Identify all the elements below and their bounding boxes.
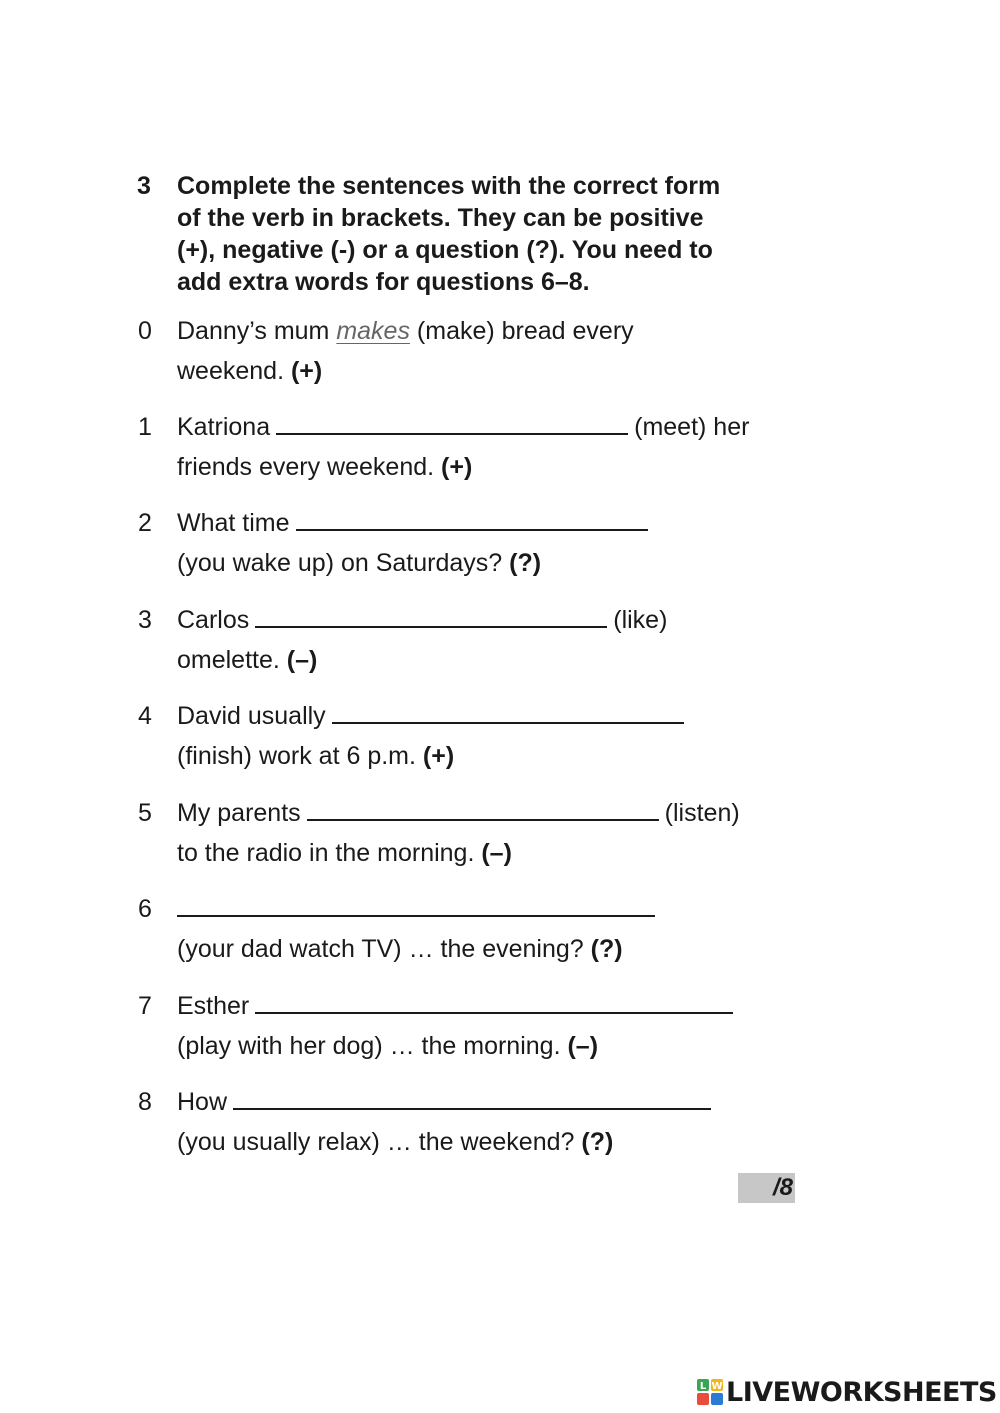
sentence-line-1: My parents (listen): [177, 799, 740, 827]
exercise-number: 3: [137, 172, 151, 200]
item-number: 0: [138, 317, 152, 345]
sentence-line-2: (your dad watch TV) … the evening? (?): [177, 935, 623, 963]
sentence-line-1: David usually: [177, 696, 690, 736]
question-item-1: [0, 407, 1000, 497]
liveworksheets-brand: [697, 1374, 997, 1410]
item-number: 5: [138, 799, 152, 827]
form-symbol: (–): [567, 1032, 599, 1060]
form-symbol: (–): [481, 839, 512, 867]
item-number: 1: [138, 413, 152, 441]
form-symbol: (?): [509, 549, 542, 577]
sentence-line-1: Danny’s mum makes (make) bread every: [177, 317, 634, 345]
answer-blank-8[interactable]: [233, 1086, 711, 1110]
sentence-line-1: What time: [177, 503, 654, 543]
instruction-line: of the verb in brackets. They can be positive: [177, 204, 704, 232]
question-item-3: [0, 600, 1000, 690]
question-item-6: [0, 889, 1000, 979]
item-number: 4: [138, 702, 152, 730]
form-symbol: (–): [286, 646, 318, 674]
sentence-line-2: (you usually relax) … the weekend? (?): [177, 1128, 614, 1156]
sentence-line-1: How: [177, 1082, 717, 1122]
question-item-5: [0, 793, 1000, 883]
exercise-instructions: [177, 170, 817, 298]
form-symbol: (+): [441, 453, 473, 481]
svg-text:L: L: [699, 1381, 707, 1392]
form-symbol: (+): [422, 742, 455, 770]
sentence-line-1: [177, 889, 661, 929]
instruction-line: add extra words for questions 6–8.: [177, 268, 590, 296]
form-symbol: (+): [290, 357, 323, 385]
item-number: 2: [138, 509, 152, 537]
sentence-line-1: Esther: [177, 986, 739, 1026]
question-item-2: [0, 503, 1000, 593]
question-item-8: [0, 1082, 1000, 1172]
item-number: 8: [138, 1088, 152, 1116]
score-box: /8: [738, 1173, 795, 1203]
sentence-line-2: weekend. (+): [177, 357, 323, 385]
item-number: 6: [138, 895, 152, 923]
item-number: 3: [138, 606, 152, 634]
answer-blank-4[interactable]: [332, 700, 684, 724]
answer-blank-5[interactable]: [307, 797, 659, 821]
question-item-4: [0, 696, 1000, 786]
answer-blank-3[interactable]: [255, 604, 607, 628]
sentence-line-2: friends every weekend. (+): [177, 453, 473, 481]
answer-blank-1[interactable]: [276, 411, 628, 435]
liveworksheets-logo-icon: [697, 1379, 723, 1405]
example-item: [0, 311, 1000, 401]
sentence-line-2: to the radio in the morning. (–): [177, 839, 512, 867]
sentence-line-2: (you wake up) on Saturdays? (?): [177, 549, 542, 577]
sentence-line-1: Katriona (meet) her: [177, 413, 750, 441]
item-number: 7: [138, 992, 152, 1020]
example-answer: makes: [336, 317, 410, 345]
question-item-7: [0, 986, 1000, 1076]
svg-text:W: W: [711, 1381, 723, 1392]
instruction-line: (+), negative (-) or a question (?). You need to: [177, 236, 713, 264]
instruction-line: Complete the sentences with the correct form: [177, 172, 721, 200]
form-symbol: (?): [590, 935, 623, 963]
answer-blank-6[interactable]: [177, 893, 655, 917]
sentence-line-2: (finish) work at 6 p.m. (+): [177, 742, 455, 770]
answer-blank-2[interactable]: [296, 507, 648, 531]
sentence-line-1: Carlos (like): [177, 606, 668, 634]
form-symbol: (?): [581, 1128, 614, 1156]
answer-blank-7[interactable]: [255, 990, 733, 1014]
brand-name: LIVEWORKSHEETS: [726, 1376, 997, 1408]
sentence-line-2: omelette. (–): [177, 646, 318, 674]
sentence-line-2: (play with her dog) … the morning. (–): [177, 1032, 599, 1060]
